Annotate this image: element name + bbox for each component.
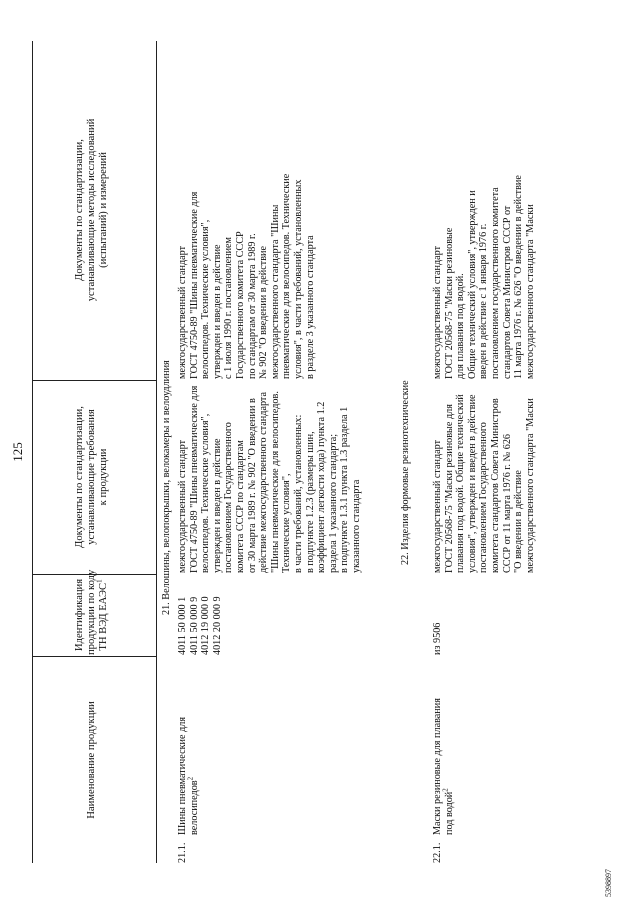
row-number: 21.1. (177, 842, 188, 863)
product-name: Маски резиновые для плавания под водой$^2$ (432, 698, 455, 835)
product-codes: из 9506 (432, 622, 443, 655)
header-product-name: Наименование продукции (86, 701, 97, 819)
row-number: 22.1. (432, 842, 443, 863)
requirements-docs: межгосударственный стандарт ГОСТ 4750-89 "Шины пневматические для велосипедов. Технические условия", утвержден и введен в действие постановлением Государственного комитета СССР по стандартам от 30 марта 1989 г. № 902 "О введении в действие межгосударственного стандарта "Шины пневматические для велосипедов. Технические условия", в части требований, установленных: в подпункте 1.2.3 (размеры шин, коэффициент легкости хода) пункта 1.2 раздела 1 указанного стандарта; в подпункте 1.3.1 пункта 1.3 раздела 1 указанного стандарта (177, 385, 362, 573)
header-bottom-border (156, 41, 157, 863)
header-requirements: Документы по стандартизации, устанавливающие требования к продукции (74, 406, 109, 548)
document-id: 5398897 (604, 869, 613, 897)
header-code: Идентификация продукции по коду ТН ВЭД ЕАЭС$^1$ (74, 569, 109, 655)
product-name: Шины пневматические для велосипедов$^2$ (177, 716, 200, 835)
section-title: 22. Изделия формовые резинотехнические (400, 380, 411, 565)
section-title: 21. Велошины, велопокрышки, велокамеры и велоудлиния (161, 360, 172, 615)
product-codes: 4011 50 000 1 4011 50 000 9 4012 19 000 0 4012 20 000 9 (177, 596, 223, 655)
methods-docs: межгосударственный стандарт ГОСТ 20568-75 "Маски резиновые для плавания под водой. Общие технический условия", утвержден и введен в действие с 1 января 1976 г. постановлением государственного комитета стандартов Совета Министров СССР от 11 марта 1976 г. № 626 "О введении в действие межгосударственного стандарта "Маски (432, 175, 536, 379)
methods-docs: межгосударственный стандарт ГОСТ 4750-89 "Шины пневматические для велосипедов. Технические условия", утвержден и введен в действие с 1 июля 1990 г. постановлением Государственного комитета СССР по стандартам от 30 марта 1989 г. № 902 "О введении в действие межгосударственного стандарта "Шины пневматические для велосипедов. Технические условия", в части требований, установленных в разделе 3 указанного стандарта (177, 173, 316, 379)
requirements-docs: межгосударственный стандарт ГОСТ 20568-75 "Маски резиновые для плавания под водой. Общие технический условия", утвержден и введен в действие постановлением Государственного комитета стандартов Совета Министров СССР от 11 марта 1976 г. № 626 "О введении в действие межгосударственного стандарта "Маски (432, 394, 536, 573)
header-methods: Документы по стандартизации, устанавливающие методы исследований (испытаний) и измерений (74, 118, 109, 302)
table-top-border (32, 41, 33, 863)
page-number: 125 (10, 442, 25, 462)
